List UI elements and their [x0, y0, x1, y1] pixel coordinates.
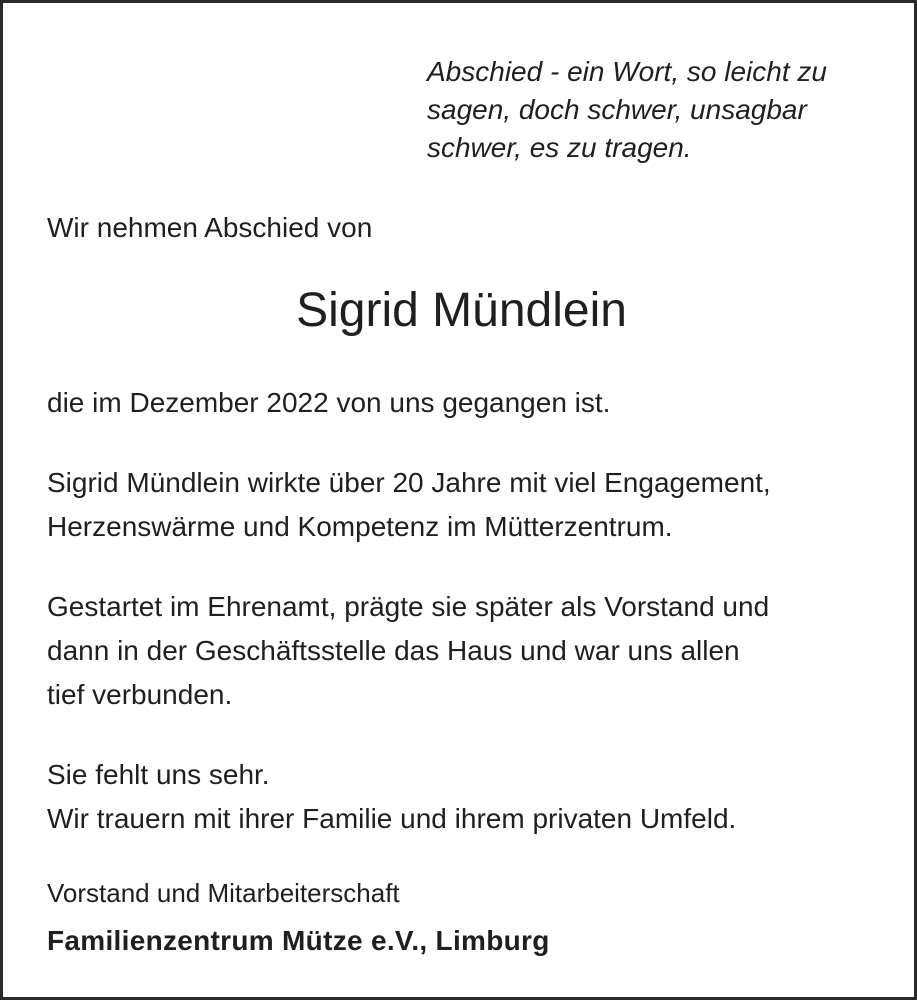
- paragraph-line: die im Dezember 2022 von uns gegangen ist.: [47, 387, 611, 418]
- intro-text: Wir nehmen Abschied von: [47, 212, 373, 243]
- farewell-verse: [427, 53, 897, 167]
- paragraph-line: Herzenswärme und Kompetenz im Mütterzentrum.: [47, 511, 673, 542]
- paragraph-mourning: [47, 753, 887, 841]
- verse-line: Abschied - ein Wort, so leicht zu: [427, 56, 827, 87]
- paragraph-line: Wir trauern mit ihrer Familie und ihrem privaten Umfeld.: [47, 803, 737, 834]
- paragraph-career: [47, 585, 887, 717]
- deceased-name: Sigrid Mündlein: [296, 284, 627, 337]
- paragraph-line: Gestartet im Ehrenamt, prägte sie später als Vorstand und: [47, 591, 770, 622]
- paragraph-engagement: [47, 461, 887, 549]
- paragraph-line: dann in der Geschäftsstelle das Haus und war uns allen: [47, 635, 740, 666]
- verse-line: schwer, es zu tragen.: [427, 132, 692, 163]
- signoff-text: Vorstand und Mitarbeiterschaft: [47, 878, 400, 908]
- organization-name: Familienzentrum Mütze e.V., Limburg: [47, 925, 550, 956]
- paragraph-line: tief verbunden.: [47, 679, 233, 710]
- paragraph-line: Sie fehlt uns sehr.: [47, 759, 270, 790]
- paragraph-line: Sigrid Mündlein wirkte über 20 Jahre mit viel Engagement,: [47, 467, 771, 498]
- verse-line: sagen, doch schwer, unsagbar: [427, 94, 807, 125]
- paragraph-date: [47, 381, 887, 425]
